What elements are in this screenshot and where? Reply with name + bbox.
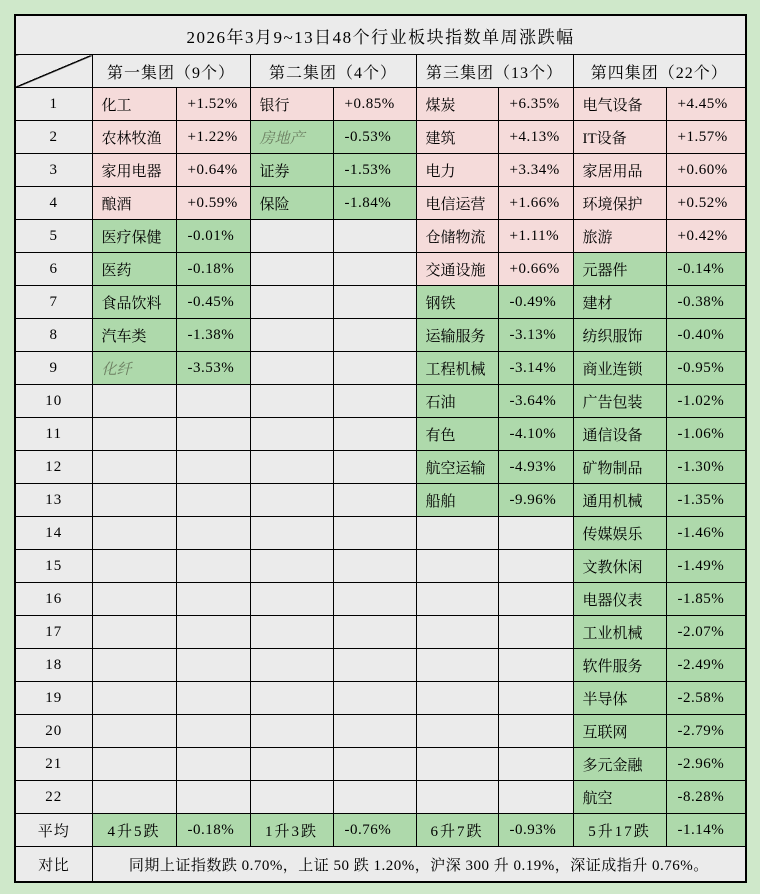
row-number-cell: 10 xyxy=(15,385,92,418)
sector-change-cell: -1.84% xyxy=(333,187,416,220)
sector-name-cell xyxy=(416,583,498,616)
row-number-cell: 16 xyxy=(15,583,92,616)
sector-change-cell xyxy=(333,583,416,616)
average-row xyxy=(15,814,746,847)
sector-name-cell: 交通设施 xyxy=(416,253,498,286)
row-number-cell: 13 xyxy=(15,484,92,517)
title-row xyxy=(15,15,746,55)
sector-name-cell: 电器仪表 xyxy=(573,583,666,616)
sector-name-cell xyxy=(416,715,498,748)
row-number-cell: 21 xyxy=(15,748,92,781)
table-row xyxy=(15,616,746,649)
sector-change-cell: -0.53% xyxy=(333,121,416,154)
table-row xyxy=(15,715,746,748)
sector-name-cell: 电力 xyxy=(416,154,498,187)
sector-change-cell: +1.57% xyxy=(666,121,746,154)
sector-change-cell: +4.13% xyxy=(498,121,573,154)
sector-change-cell: +1.22% xyxy=(176,121,250,154)
sector-change-cell: -1.49% xyxy=(666,550,746,583)
sector-change-cell: -0.18% xyxy=(176,253,250,286)
sector-change-cell: -1.06% xyxy=(666,418,746,451)
sector-change-cell: -0.38% xyxy=(666,286,746,319)
row-number-cell: 8 xyxy=(15,319,92,352)
sector-name-cell xyxy=(92,583,176,616)
sector-change-cell xyxy=(333,682,416,715)
table-row xyxy=(15,451,746,484)
table-row xyxy=(15,253,746,286)
sector-change-cell: +1.52% xyxy=(176,88,250,121)
row-number-cell: 7 xyxy=(15,286,92,319)
sector-name-cell xyxy=(250,418,333,451)
average-updown-cell: 1升3跌 xyxy=(250,814,333,847)
table-row xyxy=(15,187,746,220)
sector-name-cell: 通信设备 xyxy=(573,418,666,451)
sector-change-cell: +1.66% xyxy=(498,187,573,220)
sector-name-cell: 银行 xyxy=(250,88,333,121)
sector-name-cell: 航空 xyxy=(573,781,666,814)
table-row xyxy=(15,517,746,550)
row-number-cell: 19 xyxy=(15,682,92,715)
sector-change-cell xyxy=(176,550,250,583)
sector-change-cell xyxy=(498,781,573,814)
table-row xyxy=(15,286,746,319)
sector-name-cell xyxy=(416,748,498,781)
row-number-cell: 14 xyxy=(15,517,92,550)
sector-change-cell xyxy=(176,451,250,484)
group2-header: 第二集团（4个） xyxy=(250,55,416,88)
average-label: 平均 xyxy=(15,814,92,847)
sector-name-cell: 证券 xyxy=(250,154,333,187)
sector-change-cell: -1.38% xyxy=(176,319,250,352)
table-row xyxy=(15,121,746,154)
average-value-cell: -0.93% xyxy=(498,814,573,847)
sector-change-cell xyxy=(176,616,250,649)
sector-name-cell: 旅游 xyxy=(573,220,666,253)
sector-name-cell: 纺织服饰 xyxy=(573,319,666,352)
table-row xyxy=(15,781,746,814)
sector-change-cell xyxy=(333,253,416,286)
table-row xyxy=(15,583,746,616)
row-number-cell: 6 xyxy=(15,253,92,286)
sector-change-cell xyxy=(176,418,250,451)
group-header-row xyxy=(15,55,746,88)
sector-name-cell xyxy=(416,682,498,715)
sector-name-cell xyxy=(250,649,333,682)
sector-change-cell xyxy=(498,550,573,583)
sector-name-cell xyxy=(250,550,333,583)
sector-change-cell: -1.35% xyxy=(666,484,746,517)
row-number-cell: 12 xyxy=(15,451,92,484)
sector-change-cell: +0.42% xyxy=(666,220,746,253)
sector-name-cell: 家居用品 xyxy=(573,154,666,187)
sector-change-cell xyxy=(176,385,250,418)
sector-name-cell xyxy=(92,418,176,451)
comparison-text: 同期上证指数跌 0.70%，上证 50 跌 1.20%，沪深 300 升 0.19%，深证成指升 0.76%。 xyxy=(92,847,746,883)
sector-change-cell: +0.85% xyxy=(333,88,416,121)
table-body xyxy=(15,88,746,814)
sector-change-cell xyxy=(498,616,573,649)
sector-name-cell: 广告包装 xyxy=(573,385,666,418)
sector-name-cell xyxy=(416,517,498,550)
row-number-cell: 4 xyxy=(15,187,92,220)
sector-name-cell: 仓储物流 xyxy=(416,220,498,253)
sector-change-cell: +1.11% xyxy=(498,220,573,253)
sector-name-cell: 通用机械 xyxy=(573,484,666,517)
sector-name-cell: 钢铁 xyxy=(416,286,498,319)
sector-name-cell: 化工 xyxy=(92,88,176,121)
table-row xyxy=(15,418,746,451)
sector-change-cell: -2.07% xyxy=(666,616,746,649)
sector-change-cell xyxy=(333,484,416,517)
table-row xyxy=(15,484,746,517)
sector-name-cell: 食品饮料 xyxy=(92,286,176,319)
sector-change-cell xyxy=(333,418,416,451)
sector-name-cell: 船舶 xyxy=(416,484,498,517)
table-row xyxy=(15,550,746,583)
row-number-cell: 18 xyxy=(15,649,92,682)
sector-name-cell xyxy=(250,352,333,385)
sector-name-cell: 石油 xyxy=(416,385,498,418)
sector-change-cell: -3.64% xyxy=(498,385,573,418)
sector-name-cell: 工程机械 xyxy=(416,352,498,385)
sector-name-cell xyxy=(416,781,498,814)
row-number-cell: 3 xyxy=(15,154,92,187)
sector-change-cell xyxy=(333,550,416,583)
sector-change-cell xyxy=(176,715,250,748)
sector-change-cell xyxy=(176,484,250,517)
sector-change-cell xyxy=(176,649,250,682)
sector-name-cell: 软件服务 xyxy=(573,649,666,682)
sector-change-cell xyxy=(498,649,573,682)
sector-name-cell: 半导体 xyxy=(573,682,666,715)
sector-name-cell: 商业连锁 xyxy=(573,352,666,385)
sector-change-cell xyxy=(333,649,416,682)
table-row xyxy=(15,385,746,418)
sector-change-cell: +0.60% xyxy=(666,154,746,187)
sector-change-cell: -3.13% xyxy=(498,319,573,352)
sector-change-cell: -8.28% xyxy=(666,781,746,814)
sector-change-cell: +0.66% xyxy=(498,253,573,286)
table-row xyxy=(15,352,746,385)
table-row xyxy=(15,154,746,187)
sector-name-cell: IT设备 xyxy=(573,121,666,154)
sector-name-cell xyxy=(92,715,176,748)
sector-name-cell xyxy=(92,649,176,682)
sector-change-cell: -1.46% xyxy=(666,517,746,550)
table-row xyxy=(15,88,746,121)
sector-name-cell: 建材 xyxy=(573,286,666,319)
sector-name-cell: 电气设备 xyxy=(573,88,666,121)
sector-change-cell: -0.40% xyxy=(666,319,746,352)
sector-name-cell: 农林牧渔 xyxy=(92,121,176,154)
sector-name-cell xyxy=(92,616,176,649)
sector-performance-table xyxy=(14,14,747,883)
row-number-cell: 17 xyxy=(15,616,92,649)
sector-change-cell: -2.49% xyxy=(666,649,746,682)
sector-name-cell xyxy=(250,385,333,418)
row-number-cell: 20 xyxy=(15,715,92,748)
comparison-label: 对比 xyxy=(15,847,92,883)
sector-name-cell xyxy=(250,616,333,649)
sector-change-cell xyxy=(333,220,416,253)
sector-name-cell xyxy=(250,715,333,748)
sector-name-cell xyxy=(250,484,333,517)
sector-name-cell: 电信运营 xyxy=(416,187,498,220)
sector-change-cell: -4.93% xyxy=(498,451,573,484)
sector-change-cell: -1.02% xyxy=(666,385,746,418)
sector-change-cell xyxy=(333,385,416,418)
sector-name-cell: 传媒娱乐 xyxy=(573,517,666,550)
average-value-cell: -1.14% xyxy=(666,814,746,847)
sector-change-cell xyxy=(176,682,250,715)
table-row xyxy=(15,319,746,352)
average-value-cell: -0.76% xyxy=(333,814,416,847)
sector-change-cell xyxy=(498,748,573,781)
comparison-row xyxy=(15,847,746,883)
average-value-cell: -0.18% xyxy=(176,814,250,847)
group1-header: 第一集团（9个） xyxy=(92,55,250,88)
sector-change-cell xyxy=(333,781,416,814)
sector-change-cell xyxy=(333,319,416,352)
sector-name-cell: 元器件 xyxy=(573,253,666,286)
sector-name-cell: 医疗保健 xyxy=(92,220,176,253)
sector-name-cell xyxy=(250,253,333,286)
sector-name-cell xyxy=(92,682,176,715)
sector-name-cell xyxy=(250,583,333,616)
sector-change-cell: -9.96% xyxy=(498,484,573,517)
sector-change-cell xyxy=(333,352,416,385)
sector-change-cell: +0.59% xyxy=(176,187,250,220)
sector-change-cell xyxy=(176,583,250,616)
sector-change-cell: +0.64% xyxy=(176,154,250,187)
sector-name-cell xyxy=(250,682,333,715)
sector-name-cell xyxy=(250,286,333,319)
sector-change-cell: -0.45% xyxy=(176,286,250,319)
sector-name-cell xyxy=(250,220,333,253)
table-row xyxy=(15,682,746,715)
sector-name-cell xyxy=(92,550,176,583)
table-row xyxy=(15,748,746,781)
sector-change-cell xyxy=(176,748,250,781)
row-number-cell: 2 xyxy=(15,121,92,154)
sector-name-cell xyxy=(92,517,176,550)
sector-name-cell: 文教休闲 xyxy=(573,550,666,583)
sector-change-cell: -0.01% xyxy=(176,220,250,253)
sector-change-cell: -0.49% xyxy=(498,286,573,319)
sector-name-cell: 家用电器 xyxy=(92,154,176,187)
sector-name-cell: 煤炭 xyxy=(416,88,498,121)
sector-name-cell: 矿物制品 xyxy=(573,451,666,484)
sector-change-cell xyxy=(333,517,416,550)
sector-performance-table-wrap xyxy=(14,14,747,883)
sector-name-cell: 环境保护 xyxy=(573,187,666,220)
sector-change-cell xyxy=(333,715,416,748)
sector-change-cell: +0.52% xyxy=(666,187,746,220)
row-number-cell: 11 xyxy=(15,418,92,451)
corner-diagonal-cell xyxy=(15,55,92,88)
sector-name-cell: 航空运输 xyxy=(416,451,498,484)
sector-name-cell xyxy=(250,517,333,550)
row-number-cell: 9 xyxy=(15,352,92,385)
sector-change-cell: -2.58% xyxy=(666,682,746,715)
sector-name-cell xyxy=(416,550,498,583)
sector-name-cell: 工业机械 xyxy=(573,616,666,649)
sector-change-cell: -3.53% xyxy=(176,352,250,385)
sector-change-cell: -3.14% xyxy=(498,352,573,385)
sector-change-cell xyxy=(333,451,416,484)
sector-name-cell xyxy=(416,649,498,682)
average-updown-cell: 6升7跌 xyxy=(416,814,498,847)
sector-name-cell xyxy=(250,748,333,781)
sector-change-cell: +6.35% xyxy=(498,88,573,121)
sector-change-cell xyxy=(176,517,250,550)
group3-header: 第三集团（13个） xyxy=(416,55,573,88)
sector-change-cell xyxy=(498,715,573,748)
sector-name-cell: 多元金融 xyxy=(573,748,666,781)
sector-change-cell xyxy=(498,682,573,715)
table-title: 2026年3月9~13日48个行业板块指数单周涨跌幅 xyxy=(15,15,746,55)
sector-name-cell xyxy=(92,781,176,814)
row-number-cell: 5 xyxy=(15,220,92,253)
sector-change-cell xyxy=(498,517,573,550)
sector-name-cell xyxy=(416,616,498,649)
sector-change-cell: -1.53% xyxy=(333,154,416,187)
sector-change-cell xyxy=(176,781,250,814)
average-updown-cell: 4升5跌 xyxy=(92,814,176,847)
sector-change-cell: -0.14% xyxy=(666,253,746,286)
sector-name-cell: 化纤 xyxy=(92,352,176,385)
sector-change-cell xyxy=(333,616,416,649)
sector-name-cell: 互联网 xyxy=(573,715,666,748)
sector-name-cell: 保险 xyxy=(250,187,333,220)
table-row xyxy=(15,220,746,253)
group4-header: 第四集团（22个） xyxy=(573,55,746,88)
sector-change-cell: +3.34% xyxy=(498,154,573,187)
sector-change-cell: -2.96% xyxy=(666,748,746,781)
sector-change-cell: -4.10% xyxy=(498,418,573,451)
sector-name-cell xyxy=(250,451,333,484)
sector-change-cell: -0.95% xyxy=(666,352,746,385)
sector-name-cell: 医药 xyxy=(92,253,176,286)
sector-name-cell: 运输服务 xyxy=(416,319,498,352)
sector-name-cell: 有色 xyxy=(416,418,498,451)
sector-name-cell xyxy=(250,781,333,814)
sector-change-cell: -1.30% xyxy=(666,451,746,484)
sector-change-cell xyxy=(498,583,573,616)
sector-name-cell xyxy=(250,319,333,352)
sector-change-cell: -1.85% xyxy=(666,583,746,616)
sector-change-cell xyxy=(333,748,416,781)
sector-name-cell xyxy=(92,385,176,418)
sector-change-cell xyxy=(333,286,416,319)
sector-change-cell: +4.45% xyxy=(666,88,746,121)
row-number-cell: 22 xyxy=(15,781,92,814)
sector-name-cell: 房地产 xyxy=(250,121,333,154)
sector-name-cell: 汽车类 xyxy=(92,319,176,352)
sector-name-cell xyxy=(92,451,176,484)
sector-change-cell: -2.79% xyxy=(666,715,746,748)
row-number-cell: 1 xyxy=(15,88,92,121)
average-updown-cell: 5升17跌 xyxy=(573,814,666,847)
sector-name-cell xyxy=(92,748,176,781)
sector-name-cell: 建筑 xyxy=(416,121,498,154)
table-row xyxy=(15,649,746,682)
sector-name-cell: 酿酒 xyxy=(92,187,176,220)
sector-name-cell xyxy=(92,484,176,517)
row-number-cell: 15 xyxy=(15,550,92,583)
